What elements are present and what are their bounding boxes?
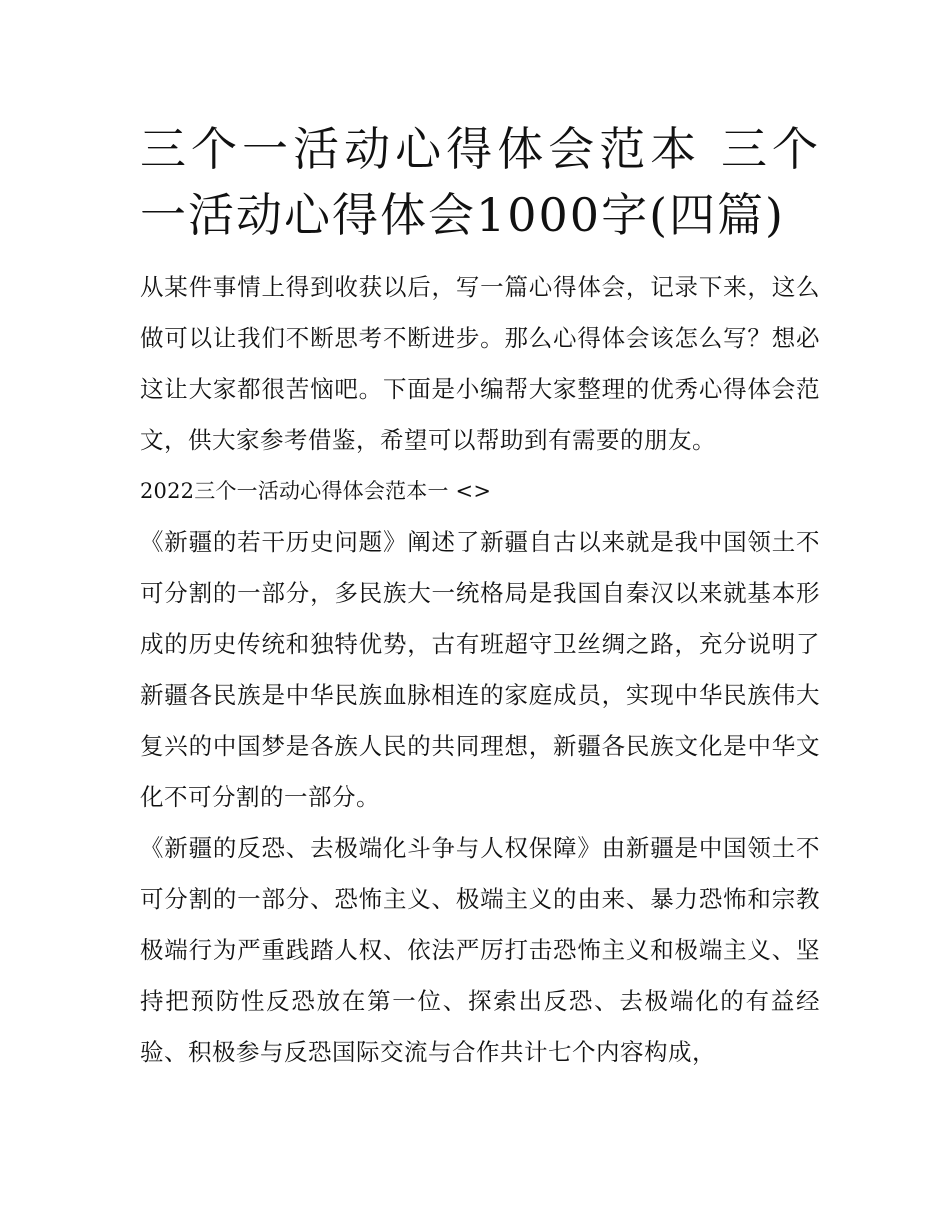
intro-paragraph: 从某件事情上得到收获以后，写一篇心得体会，记录下来，这么做可以让我们不断思考不断进步。那么心得体会该怎么写？想必这让大家都很苦恼吧。下面是小编帮大家整理的优秀心得体会范文，供大家参考借鉴，希望可以帮助到有需要的朋友。 [140,273,820,454]
document-body [140,116,820,1078]
body-paragraph-2: 《新疆的反恐、去极端化斗争与人权保障》由新疆是中国领土不可分割的一部分、恐怖主义、极端主义的由来、暴力恐怖和宗教极端行为严重践踏人权、依法严厉打击恐怖主义和极端主义、坚持把预防性反恐放在第一位、探索出反恐、去极端化的有益经验、积极参与反恐国际交流与合作共计七个内容构成， [140,834,820,1066]
document-title: 三个一活动心得体会范本 三个一活动心得体会1000字(四篇) [140,122,820,242]
section-heading: 2022三个一活动心得体会范本一 <> [140,479,492,503]
body-paragraph-1: 《新疆的若干历史问题》阐述了新疆自古以来就是我中国领土不可分割的一部分，多民族大一统格局是我国自秦汉以来就基本形成的历史传统和独特优势，古有班超守卫丝绸之路，充分说明了新疆各民族是中华民族血脉相连的家庭成员，实现中华民族伟大复兴的中国梦是各族人民的共同理想，新疆各民族文化是中华文化不可分割的一部分。 [140,528,820,811]
